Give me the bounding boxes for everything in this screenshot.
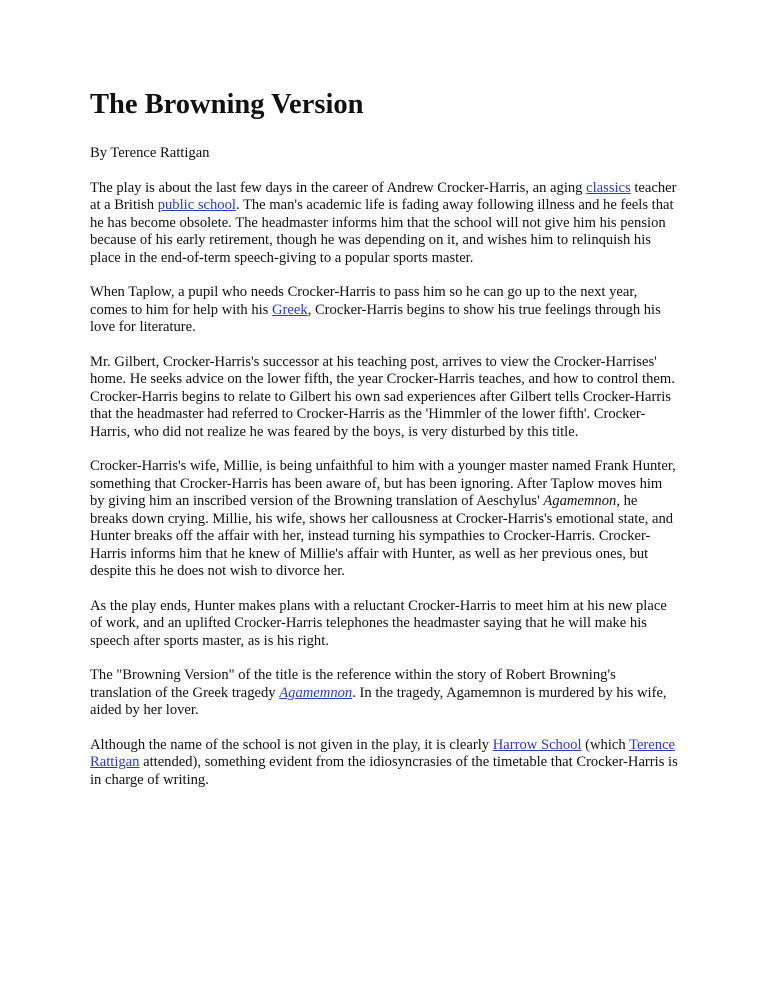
title-agamemnon: Agamemnon <box>543 493 617 510</box>
text-run: Although the name of the school is not given in the play, it is clearly <box>90 736 493 753</box>
paragraph-synopsis <box>90 180 678 268</box>
text-run: attended), something evident from the idiosyncrasies of the timetable that Crocker-Harris is in charge of writing. <box>90 754 678 788</box>
text-run: , Crocker-Harris begins to show his true feelings through his love for literature. <box>90 301 661 336</box>
text-run: When Taplow, a pupil who needs Crocker-Harris to pass him so he can go up to the next year, comes to him for help with his <box>90 284 638 318</box>
text-run: , he breaks down crying. Millie, his wife, shows her callousness at Crocker-Harris's emotional state, and Hunter breaks off the affair with her, instead turning his sympathies to Crocker-Harris. Crocker-Harris informs him that he knew of Millie's affair with Hunter, as well as her previous ones, but despite this he does not wish to divorce her. <box>90 493 674 580</box>
text-run: (which <box>581 736 630 753</box>
link-public-school[interactable]: public school <box>157 197 236 214</box>
link-greek[interactable]: Greek <box>272 301 308 318</box>
link-agamemnon-label: Agamemnon <box>279 684 353 701</box>
text-run: Crocker-Harris's wife, Millie, is being unfaithful to him with a younger master named Frank Hunter, something that Crocker-Harris has been aware of, but has been ignoring. After Taplow moves him by giving him an inscribed version of the Browning translation of Aeschylus' <box>90 458 676 510</box>
paragraph-school <box>90 737 678 790</box>
text-run: . The man's academic life is fading away following illness and he feels that he has become obsolete. The headmaster informs him that the school will not give him his pension because of his early retirement, though he was depending on it, and wishes him to relinquish his place in the end-of-term speech-giving to a popular sports master. <box>90 197 674 266</box>
paragraph-millie <box>90 458 678 581</box>
paragraph-taplow <box>90 284 678 337</box>
text-run: . In the tragedy, Agamemnon is murdered by his wife, aided by her lover. <box>90 684 667 719</box>
link-terence-rattigan[interactable]: Terence Rattigan <box>90 736 676 771</box>
page-title: The Browning Version <box>90 89 364 120</box>
document-page <box>90 88 678 806</box>
link-harrow-school[interactable]: Harrow School <box>492 736 582 753</box>
link-agamemnon[interactable] <box>279 685 352 701</box>
link-classics[interactable]: classics <box>586 179 631 196</box>
paragraph-gilbert: Mr. Gilbert, Crocker-Harris's successor at his teaching post, arrives to view the Crocker-Harrises' home. He seeks advice on the lower fifth, the year Crocker-Harris teaches, and how to control them. Crocker-Harris begins to relate to Gilbert his own sad experiences after Gilbert tells Crocker-Harris that the headmaster had referred to Crocker-Harris as the 'Himmler of the lower fifth'. Crocker-Harris, who did not realize he was feared by the boys, is very disturbed by this title. <box>90 353 675 440</box>
text-run: The "Browning Version" of the title is the reference within the story of Robert Browning's translation of the Greek tragedy <box>90 667 616 701</box>
text-run: teacher at a British <box>90 179 677 214</box>
paragraph-ending: As the play ends, Hunter makes plans with a reluctant Crocker-Harris to meet him at his new place of work, and an uplifted Crocker-Harris telephones the headmaster saying that he will make his speech after sports master, as is his right. <box>90 597 667 649</box>
paragraph-title-meaning <box>90 667 678 720</box>
text-run: The play is about the last few days in the career of Andrew Crocker-Harris, an aging <box>90 179 587 196</box>
byline: By Terence Rattigan <box>90 145 210 162</box>
